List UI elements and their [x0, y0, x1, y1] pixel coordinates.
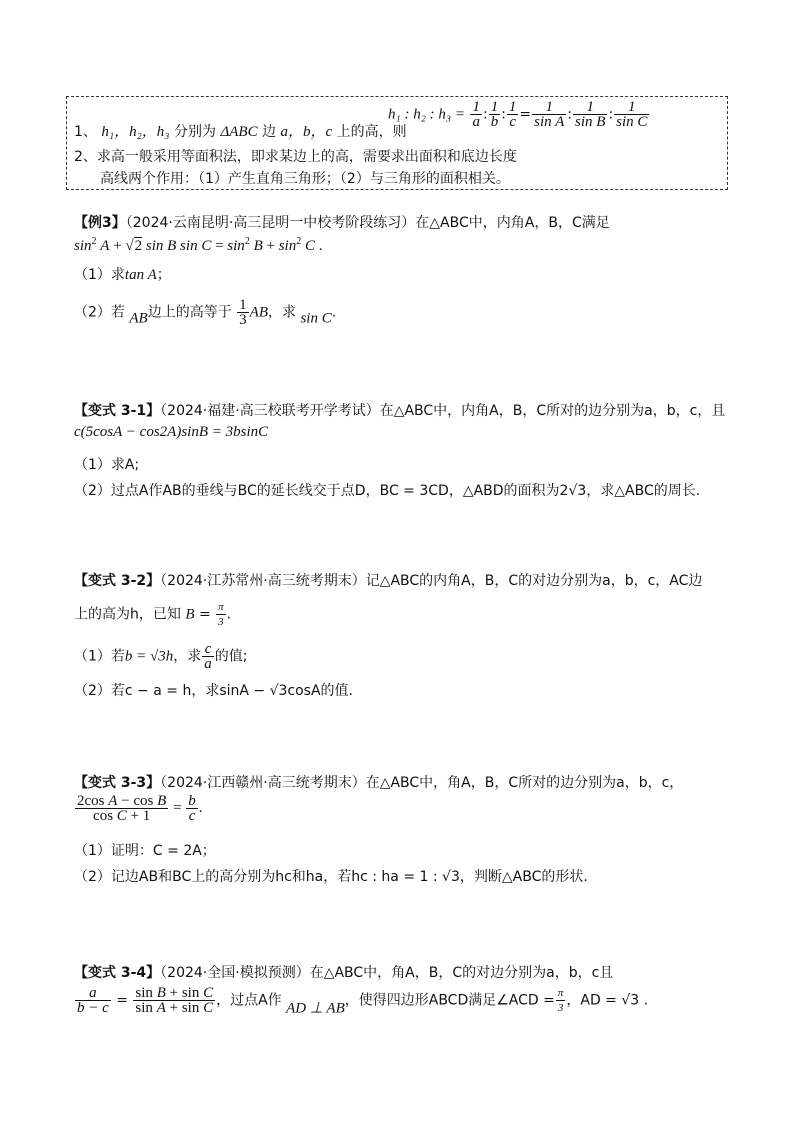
variant3-3-header: 【变式 3-3】（2024·江西赣州·高三统考期末）在△ABC中，角A，B，C所对的边分别为a，b，c，	[74, 775, 684, 791]
example3-q1: （1）求tan A；	[74, 267, 171, 283]
summary-formula: h₁ : h₂ : h₃ = $\frac{1}{a}$ : $\frac{1}{b}$ : $\frac{1}{c}$ = $\frac{1}{\text{sin A}}$ : $\frac{1}{\text{sin B}}$ : $\frac{1}{\text{sin C}}$	[388, 99, 648, 130]
summary-line-3: 高线两个作用：（1）产生直角三角形；（2）与三角形的面积相关。	[100, 171, 510, 187]
variant3-2-header: 【变式 3-2】（2024·江苏常州·高三统考期末）记△ABC的内角A，B，C的对边分别为a，b，c，AC边	[74, 573, 703, 589]
summary-line-1: 1、 h₁，h₂，h₃ 分别为 ΔABC 边 a，b，c 上的高，则	[74, 124, 407, 140]
variant3-1-header: 【变式 3-1】（2024·福建·高三校联考开学考试）在△ABC中，内角A，B，C所对的边分别为a，b，c，且	[74, 403, 726, 419]
variant3-1-q1: （1）求A;	[74, 457, 140, 473]
variant3-4-line2: $\frac{a}{b - c}$ = $\frac{\text{sin B + sin C}}{\text{sin A + sin C}}$ ，过点A作 AD ⊥ AB，使得四边形ABCD满足∠ACD = $\frac{\pi}{3}$ ，AD = √3 .	[77, 985, 649, 1017]
example3-q2: （2）若 AB边上的高等于 $\frac{1}{3}$ AB，求 sin C.	[74, 297, 337, 328]
variant3-3-q2: （2）记边AB和BC上的高分别为hc和ha，若hc : ha = 1 : √3，判断△ABC的形状.	[74, 869, 588, 885]
summary-line-2: 2、求高一般采用等面积法，即求某边上的高，需要求出面积和底边长度	[74, 149, 517, 165]
variant3-1-q2: （2）过点A作AB的垂线与BC的延长线交于点D，BC = 3CD，△ABD的面积为2√3，求△ABC的周长.	[74, 483, 701, 499]
example3-header: 【例3】（2024·云南昆明·高三昆明一中校考阶段练习）在△ABC中，内角A，B，C满足	[74, 215, 610, 231]
variant3-2-intro2: 上的高为h，已知 B = $\frac{\pi}{3}$ .	[74, 601, 232, 628]
variant3-3-q1: （1）证明：C = 2A；	[74, 843, 216, 859]
variant3-2-q1: （1）若b = √3h，求 $\frac{c}{a}$ 的值;	[74, 641, 248, 672]
variant3-4-header: 【变式 3-4】（2024·全国·模拟预测）在△ABC中，角A，B，C的对边分别为a，b，c且	[74, 965, 614, 981]
variant3-1-equation: c(5cosA − cos2A)sinB = 3bsinC	[74, 424, 269, 440]
example3-equation: $\sin^2 A + √2$ sin B $\sin C = \sin^2 B + \sin^2 C$ .	[74, 236, 323, 254]
variant3-2-q2: （2）若c − a = h，求sinA − √3cosA的值.	[74, 683, 353, 699]
variant3-3-equation: $\frac{\text{2cos A − cos B}}{\text{cos C + 1}}$ = $\frac{b}{c}$ .	[77, 793, 203, 824]
